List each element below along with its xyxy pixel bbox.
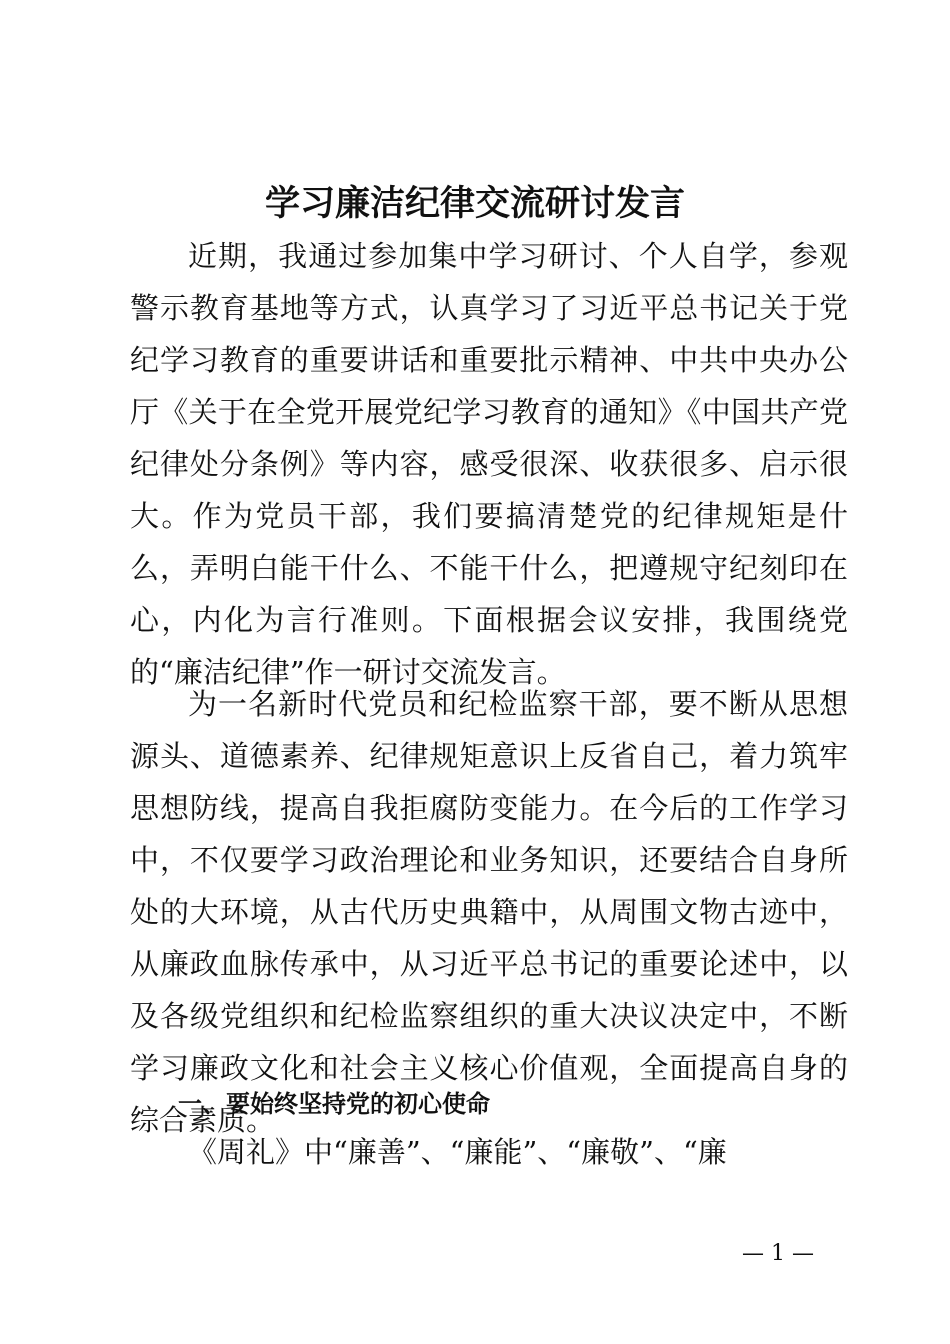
document-title: 学习廉洁纪律交流研讨发言 — [264, 183, 685, 224]
paragraph-body: 为一名新时代党员和纪检监察干部，要不断从思想源头、道德素养、纪律规矩意识上反省自己，着力筑牢思想防线，提高自我拒腐防变能力。在今后的工作学习中，不仅要学习政治理论和业务知识，还要结合自身所处的大环境，从古代历史典籍中，从周围文物古迹中，从廉政血脉传承中，从习近平总书记的重要论述中，以及各级党组织和纪检监察组织的重大决议决定中，不断学习廉政文化和社会主义核心价值观，全面提高自身的综合素质。 — [130, 687, 848, 1137]
section-heading: 一、要始终坚持党的初心使命 — [178, 1090, 490, 1118]
page-number: — 1 — — [742, 1241, 814, 1266]
paragraph-intro: 近期，我通过参加集中学习研讨、个人自学，参观警示教育基地等方式，认真学习了习近平总书记关于党纪学习教育的重要讲话和重要批示精神、中共中央办公厅《关于在全党开展党纪学习教育的通知》《中国共产党纪律处分条例》等内容，感受很深、收获很多、启示很大。作为党员干部，我们要搞清楚党的纪律规矩是什么，弄明白能干什么、不能干什么，把遵规守纪刻印在心，内化为言行准则。下面根据会议安排，我围绕党的“廉洁纪律”作一研讨交流发言。 — [130, 239, 848, 689]
paragraph-continued: 《周礼》中“廉善”、“廉能”、“廉敬”、“廉 — [188, 1135, 727, 1169]
